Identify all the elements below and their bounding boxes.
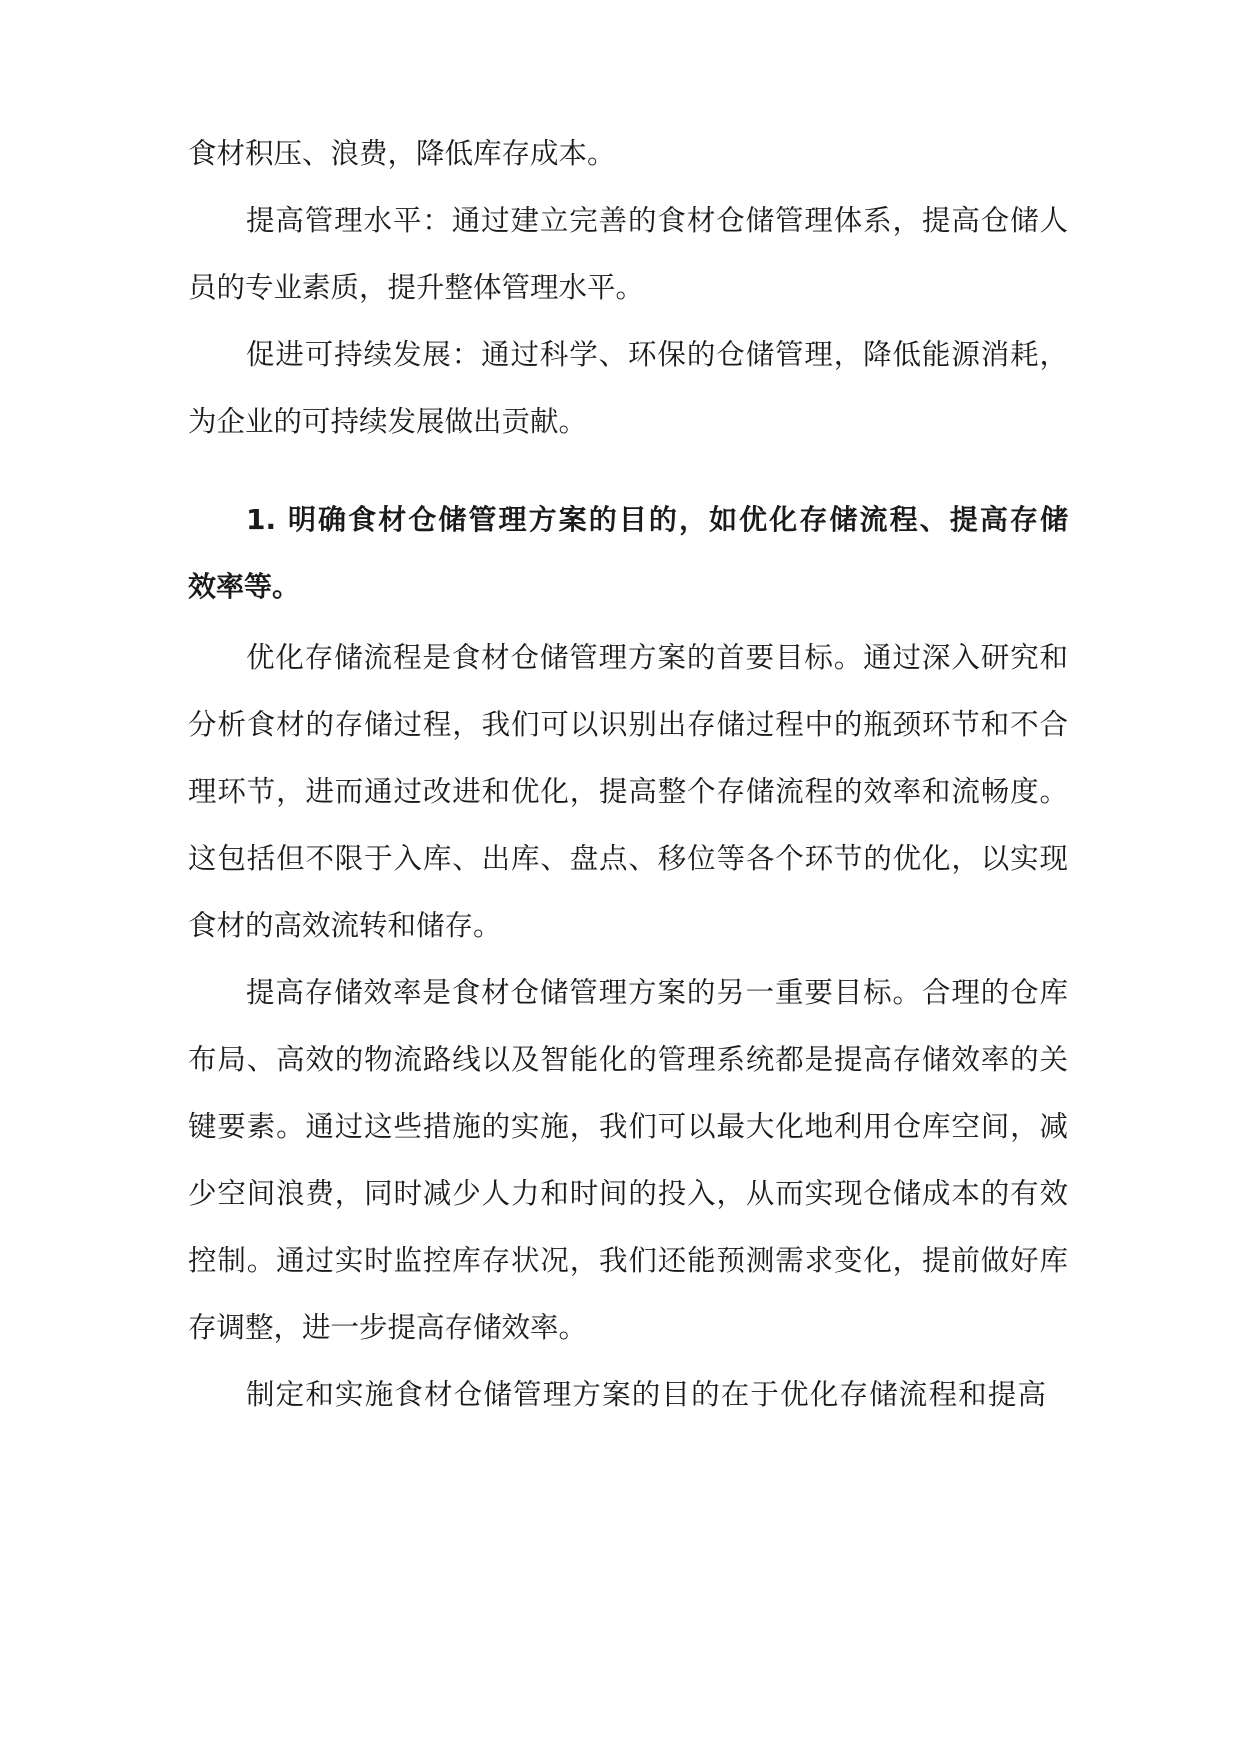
paragraph-line: 分析食材的存储过程，我们可以识别出存储过程中的瓶颈环节和不合 (188, 708, 1068, 741)
paragraph-line: 存调整，进一步提高存储效率。 (188, 1311, 588, 1344)
paragraph-line: 制定和实施食材仓储管理方案的目的在于优化存储流程和提高 (246, 1378, 1046, 1411)
paragraph-line: 这包括但不限于入库、出库、盘点、移位等各个环节的优化，以实现 (188, 842, 1068, 875)
paragraph-line: 优化存储流程是食材仓储管理方案的首要目标。通过深入研究和 (246, 641, 1068, 674)
section-heading: 1. 明确食材仓储管理方案的目的，如优化存储流程、提高存储 (246, 503, 1068, 536)
paragraph-line: 为企业的可持续发展做出贡献。 (188, 405, 588, 438)
paragraph-line: 食材的高效流转和储存。 (188, 909, 502, 942)
paragraph-line: 提高存储效率是食材仓储管理方案的另一重要目标。合理的仓库 (246, 976, 1068, 1009)
paragraph-line: 员的专业素质，提升整体管理水平。 (188, 271, 645, 304)
paragraph-line: 提高管理水平：通过建立完善的食材仓储管理体系，提高仓储人 (246, 204, 1068, 237)
paragraph-line: 促进可持续发展：通过科学、环保的仓储管理，降低能源消耗， (246, 338, 1068, 371)
paragraph-line: 布局、高效的物流路线以及智能化的管理系统都是提高存储效率的关 (188, 1043, 1068, 1076)
paragraph-line: 少空间浪费，同时减少人力和时间的投入，从而实现仓储成本的有效 (188, 1177, 1068, 1210)
section-heading: 效率等。 (188, 570, 301, 603)
paragraph-line: 食材积压、浪费，降低库存成本。 (188, 137, 616, 170)
paragraph-line: 控制。通过实时监控库存状况，我们还能预测需求变化，提前做好库 (188, 1244, 1068, 1277)
paragraph-line: 理环节，进而通过改进和优化，提高整个存储流程的效率和流畅度。 (188, 775, 1068, 808)
paragraph-line: 键要素。通过这些措施的实施，我们可以最大化地利用仓库空间，减 (188, 1110, 1068, 1143)
